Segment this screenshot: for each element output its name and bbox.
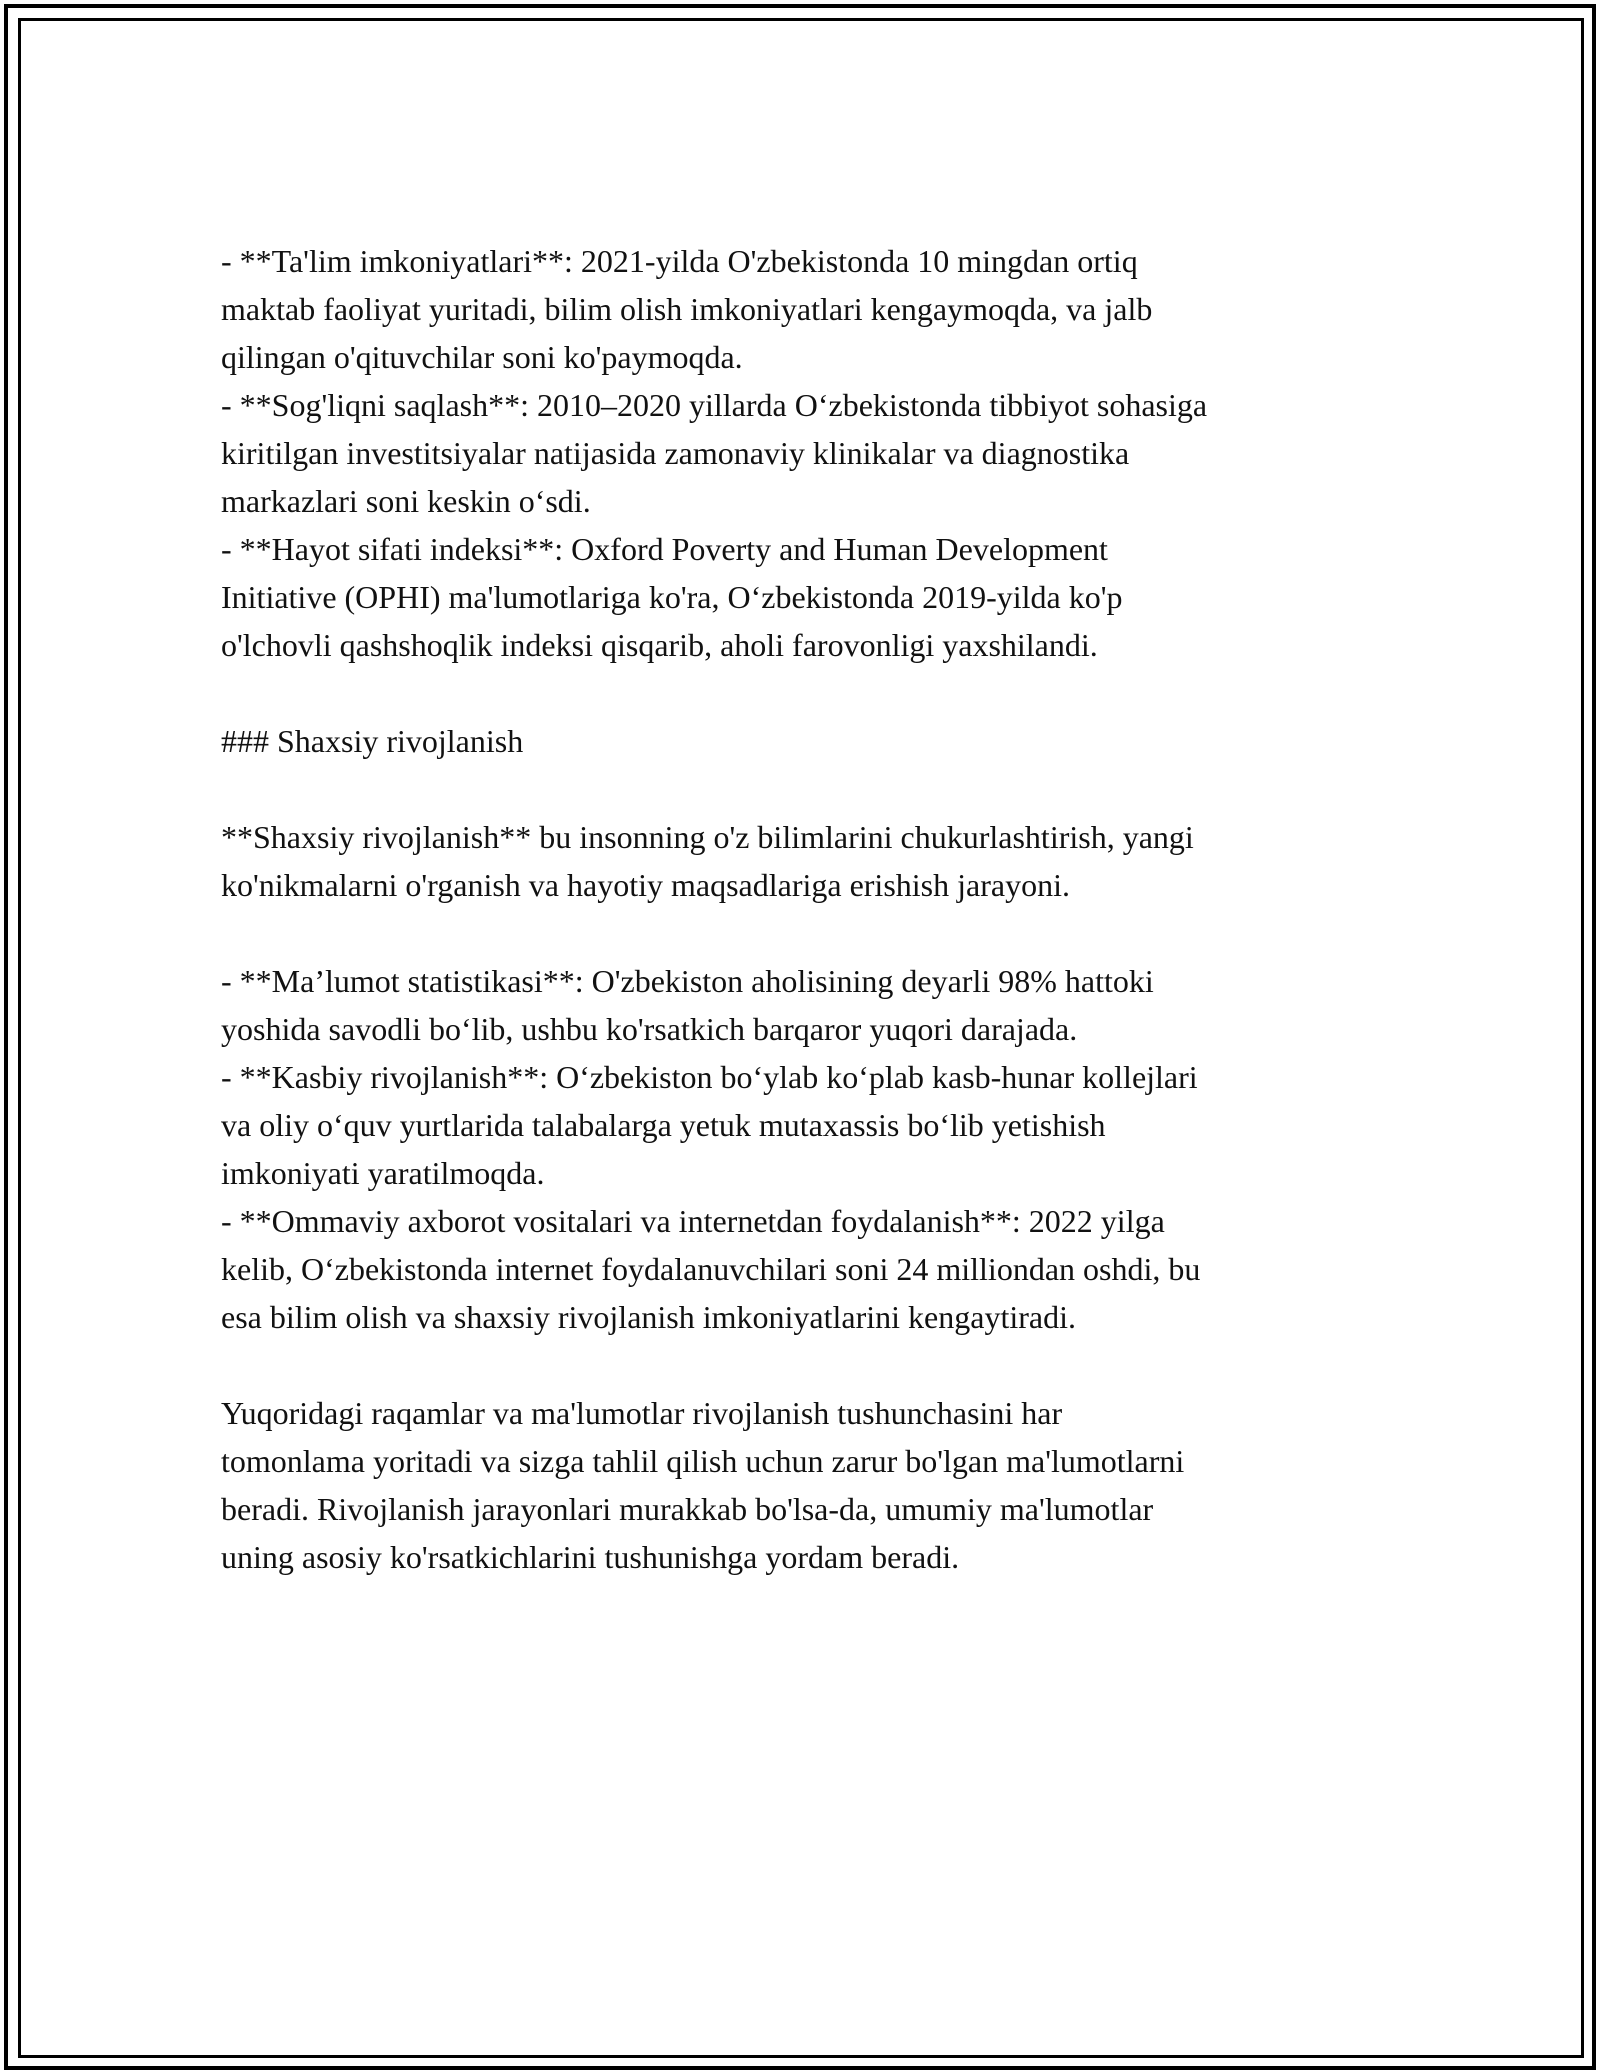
text-line: o'lchovli qashshoqlik indeksi qisqarib, aholi farovonligi yaxshilandi. bbox=[221, 627, 1098, 663]
text-line: - **Ma’lumot statistikasi**: O'zbekiston aholisining deyarli 98% hattoki bbox=[221, 963, 1154, 999]
text-line: esa bilim olish va shaxsiy rivojlanish imkoniyatlarini kengaytiradi. bbox=[221, 1299, 1076, 1335]
blank-line bbox=[221, 1341, 1371, 1389]
text-line: kiritilgan investitsiyalar natijasida zamonaviy klinikalar va diagnostika bbox=[221, 435, 1130, 471]
text-line: maktab faoliyat yuritadi, bilim olish imkoniyatlari kengaymoqda, va jalb bbox=[221, 291, 1153, 327]
text-line: va oliy o‘quv yurtlarida talabalarga yetuk mutaxassis bo‘lib yetishish bbox=[221, 1107, 1106, 1143]
text-line: - **Ta'lim imkoniyatlari**: 2021-yilda O'zbekistonda 10 mingdan ortiq bbox=[221, 243, 1138, 279]
text-line: yoshida savodli bo‘lib, ushbu ko'rsatkich barqaror yuqori darajada. bbox=[221, 1011, 1078, 1047]
text-line: - **Ommaviy axborot vositalari va internetdan foydalanish**: 2022 yilga bbox=[221, 1203, 1165, 1239]
text-line: Yuqoridagi raqamlar va ma'lumotlar rivojlanish tushunchasini har bbox=[221, 1395, 1063, 1431]
text-line: - **Hayot sifati indeksi**: Oxford Poverty and Human Development bbox=[221, 531, 1108, 567]
text-line: - **Kasbiy rivojlanish**: O‘zbekiston bo‘ylab ko‘plab kasb-hunar kollejlari bbox=[221, 1059, 1198, 1095]
text-line: beradi. Rivojlanish jarayonlari murakkab bo'lsa-da, umumiy ma'lumotlar bbox=[221, 1491, 1154, 1527]
text-line: ko'nikmalarni o'rganish va hayotiy maqsadlariga erishish jarayoni. bbox=[221, 867, 1070, 903]
blank-line bbox=[221, 765, 1371, 813]
text-line: - **Sog'liqni saqlash**: 2010–2020 yillarda O‘zbekistonda tibbiyot sohasiga bbox=[221, 387, 1208, 423]
text-line: tomonlama yoritadi va sizga tahlil qilish uchun zarur bo'lgan ma'lumotlarni bbox=[221, 1443, 1185, 1479]
text-line: markazlari soni keskin o‘sdi. bbox=[221, 483, 591, 519]
text-line: imkoniyati yaratilmoqda. bbox=[221, 1155, 545, 1191]
section-heading: ### Shaxsiy rivojlanish bbox=[221, 723, 524, 759]
blank-line bbox=[221, 909, 1371, 957]
text-line: qilingan o'qituvchilar soni ko'paymoqda. bbox=[221, 339, 743, 375]
text-line: uning asosiy ko'rsatkichlarini tushunishga yordam beradi. bbox=[221, 1539, 960, 1575]
text-line: Initiative (OPHI) ma'lumotlariga ko'ra, O‘zbekistonda 2019-yilda ko'p bbox=[221, 579, 1123, 615]
document-body bbox=[221, 237, 1371, 1581]
text-line: kelib, O‘zbekistonda internet foydalanuvchilari soni 24 milliondan oshdi, bu bbox=[221, 1251, 1201, 1287]
blank-line bbox=[221, 669, 1371, 717]
text-line: **Shaxsiy rivojlanish** bu insonning o'z bilimlarini chukurlashtirish, yangi bbox=[221, 819, 1194, 855]
